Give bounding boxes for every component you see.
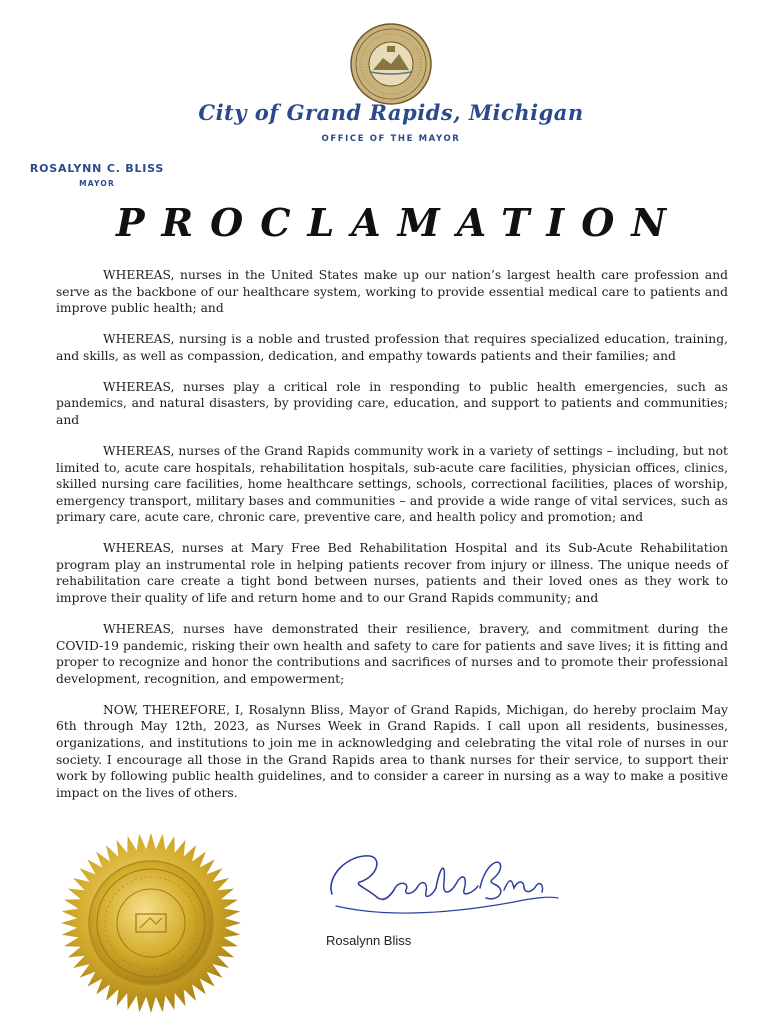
whereas-paragraph-4: WHEREAS, nurses of the Grand Rapids community work in a variety of settings – including, but not limited to, acute care hospitals, rehabilitation hospitals, sub-acute care facilities, physician offices, clinics, skilled nursing care facilities, home healthcare settings, schools, correctional facilities, places of worship, emergency transport, military bases and communities – and provide a wide range of vital services, such as primary care, acute care, chronic care, preventive care, and health policy and promotion; and (56, 443, 728, 525)
whereas-paragraph-5: WHEREAS, nurses at Mary Free Bed Rehabilitation Hospital and its Sub-Acute Rehabilitation program play an instrumental role in helping patients recover from injury or illness. The unique needs of rehabilitation care create a tight bond between nurses, patients and their loved ones as they work to improve their quality of life and return home and to our Grand Rapids community; and (56, 541, 728, 606)
whereas-paragraph-6: WHEREAS, nurses have demonstrated their resilience, bravery, and commitment during the COVID-19 pandemic, risking their own health and safety to care for patients and save lives; it is fitting and proper to recognize and honor the contributions and sacrifices of nurses and to promote their professional development, recognition, and empowerment; (56, 622, 728, 686)
proclamation-body (56, 267, 728, 816)
city-seal-emblem (349, 22, 433, 106)
whereas-paragraph-3: WHEREAS, nurses play a critical role in responding to public health emergencies, such as pandemics, and natural disasters, by providing care, education, and support to patients and communities; and (56, 379, 728, 427)
city-title: City of Grand Rapids, Michigan (198, 100, 584, 125)
gold-seal-emblem (60, 832, 242, 1014)
mayor-signature (318, 836, 566, 932)
signer-name: Rosalynn Bliss (326, 933, 412, 948)
mayor-title: MAYOR (79, 179, 115, 188)
whereas-paragraph-2: WHEREAS, nursing is a noble and trusted profession that requires specialized education, training, and skills, as well as compassion, dedication, and empathy towards patients and their families; and (56, 332, 728, 363)
proclamation-heading: PROCLAMATION (115, 200, 684, 245)
resolution-paragraph: NOW, THEREFORE, I, Rosalynn Bliss, Mayor of Grand Rapids, Michigan, do hereby proclaim May 6th through May 12th, 2023, as Nurses Week in Grand Rapids. I call upon all residents, businesses, organizations, and institutions to join me in acknowledging and celebrating the vital role of nurses in our society. I encourage all those in the Grand Rapids area to thank nurses for their service, to support their work by following public health guidelines, and to consider a career in nursing as a way to make a positive impact on the lives of others. (56, 702, 728, 800)
office-subtitle: OFFICE OF THE MAYOR (321, 134, 461, 144)
whereas-paragraph-1: WHEREAS, nurses in the United States make up our nation’s largest health care profession and serve as the backbone of our healthcare system, working to provide essential medical care to patients and improve public health; and (56, 268, 728, 316)
mayor-name: ROSALYNN C. BLISS (29, 162, 165, 175)
